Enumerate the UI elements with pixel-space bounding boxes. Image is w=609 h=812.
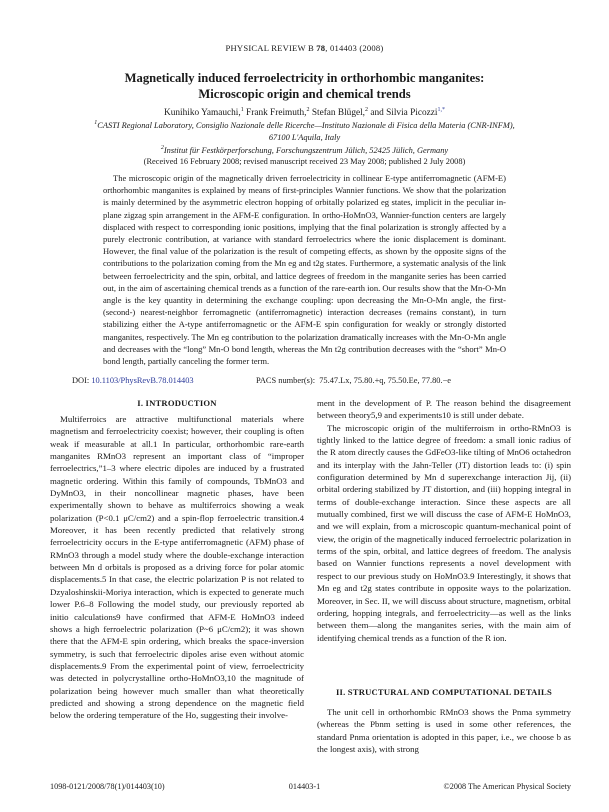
right-column-section-2	[317, 706, 571, 755]
footer-copyright: ©2008 The American Physical Society	[443, 782, 571, 791]
volume-number: 78	[316, 43, 326, 53]
pacs-label: PACS number(s):	[256, 376, 316, 385]
article-number-year: , 014403 (2008)	[325, 43, 384, 53]
intro-paragraph-continued: ment in the development of P. The reason behind the disagreement between theory5,9 and experiments10 is still under debate.	[317, 398, 571, 421]
author-name: Frank Freimuth,	[246, 108, 307, 118]
affiliation-location: 67100 L'Aquila, Italy	[268, 133, 341, 142]
pacs-value: 75.47.Lx, 75.80.+q, 75.50.Ee, 77.80.−e	[319, 376, 452, 385]
corresponding-author-link[interactable]: 1,*	[437, 106, 445, 113]
right-column	[317, 397, 571, 644]
affiliation-marker: 1	[240, 106, 244, 113]
title-line-1: Magnetically induced ferroelectricity in orthorhombic manganites:	[124, 71, 485, 85]
affiliation-text: Institut für Festkörperforschung, Forschungszentrum Jülich, 52425 Jülich, Germany	[163, 146, 449, 155]
left-column	[50, 413, 304, 722]
affiliation-marker: 2	[306, 106, 310, 113]
abstract-text: The microscopic origin of the magnetically driven ferroelectricity in collinear E-type antiferromagnetic (AFM-E) orthorhombic manganites is explained by means of first-principles Wannier functions. We show that the polarization is mainly determined by the asymmetric electron hopping of orbitally polarized eg states, implicit in the peculiar in-plane zigzag spin arrangement in the AFM-E configuration. In ortho-HoMnO3, Wannier-function centers are largely displaced with respect to corresponding ionic positions, implying that the final polarization is strongly affected by a purely electronic contribution, at variance with standard ferroelectrics where the ionic displacement is dominant. However, the final value of the polarization is the result of competing effects, as shown by the opposite signs of the contributions to the polarization coming from the Mn eg and t2g states. Furthermore, a systematic analysis of the link between ferroelectricity and the spin, orbital, and lattice degrees of freedom in the manganite series has been carried out, in the aim of ascertaining chemical trends as a function of the rare-earth ion. Our results show that the Mn-O-Mn angle is the key quantity in determining the exchange coupling: upon decreasing the Mn-O-Mn angle, the first- (second-) nearest-neighbor ferromagnetic (antiferromagnetic) interaction decreases (remains constant), in turn stabilizing either the A-type antiferromagnetic or the AFM-E spin configuration for weakly or strongly distorted manganites, respectively. The Mn eg contribution to the polarization dramatically increases with the Mn-O-Mn angle and decreases with the “long” Mn-O bond length, whereas the Mn t2g contribution decreases with the “short” Mn-O bond length, partially canceling the former term.	[103, 173, 506, 367]
author-name: Stefan Blügel,	[311, 108, 366, 118]
received-dates: (Received 16 February 2008; revised manuscript received 23 May 2008; published 2 July 2008)	[143, 157, 466, 166]
footer-issn: 1098-0121/2008/78(1)/014403(10)	[50, 782, 165, 791]
affiliation-text: CASTI Regional Laboratory, Consiglio Nazionale delle Ricerche—Instituto Nazionale di Fisica della Materia (CNR-INFM),	[97, 121, 515, 130]
journal-name: PHYSICAL REVIEW B	[225, 43, 314, 53]
doi-link[interactable]: 10.1103/PhysRevB.78.014403	[91, 376, 194, 385]
affiliation-2	[0, 145, 609, 157]
intro-paragraph-2: The microscopic origin of the multiferroism in ortho-RMnO3 is tightly linked to the lattice degree of freedom: a small ionic radius of the R atom directly causes the GdFeO3-like tilting of MnO6 octahedron and its interplay with the Jahn-Teller (JT) distortion leads to: (i) spin configuration determined by Mn d superexchange interaction Jij, (ii) orbital ordering stabilized by JT distortion, and (iii) hopping integral in terms of double-exchange interaction. Since these aspects are all mutually combined, first we will discuss the case of AFM-E HoMnO3, and we will explain, from a microscopic quantum-mechanical point of view, the origin of the magnetically induced ferroelectric polarization in terms of the spin, orbital, and lattice degrees of freedom. The analysis based on Wannier functions represents a novel development with respect to our previous study on HoMnO3.9 Interestingly, it shows that Mn eg and t2g states contribute in opposite ways to the polarization. Moreover, in Sec. II, we will discuss about structure, magnetism, orbital ordering, hopping integrals, and ferroelectricity—as well as the links between them—along the manganites series, with the main aim of identifying chemical trends as a function of the R ion.	[317, 422, 571, 643]
structural-paragraph-1: The unit cell in orthorhombic RMnO3 shows the Pnma symmetry (whereas the Pbnm setting is used in some other references, the standard Pnma orientation is adopted in this paper, i.e., we choose b as the longest axis), with strong	[317, 707, 571, 755]
footer-page-number: 014403-1	[288, 782, 321, 791]
affiliation-number: 2	[160, 145, 164, 152]
author-name: and Silvia Picozzi	[370, 108, 438, 118]
paper-title	[0, 70, 609, 102]
abstract	[103, 172, 506, 367]
intro-paragraph-1: Multiferroics are attractive multifunctional materials where magnetism and ferroelectricity coexist; however, their coupling is often weak if measurable at all.1 In particular, orthorhombic rare-earth manganites RMnO3 represent an important class of “improper ferroelectrics,”1–3 where electric dipoles are induced by a frustrated magnetic ordering. Within this family of compounds, TbMnO3 and DyMnO3, in their noncollinear magnetic phases, have been experimentally shown to behave as multiferroics showing a weak polarization (P<0.1 μC/cm2) and a spin-flop ferroelectric transition.4 Moreover, it has been recently predicted that relatively strong ferroelectricity occurs in the E-type antiferromagnetic (AFM) phase of RMnO3 through a model study where the double-exchange interaction between Mn d orbitals is proposed as a driving force for polar atomic displacements.5 In that case, the electric polarization P is not related to Dzyaloshinskii-Moriya interaction, which is expected to generate much lower P.6–8 Following the model study, our previously reported ab initio calculations9 have confirmed that AFM-E HoMnO3 indeed shows a high ferroelectric polarization (P~6 μC/cm2); it was shown there that the AFM-E spin ordering, which breaks the space-inversion symmetry, is such that ferroelectric dipoles arise even without atomic displacements.9 From the experimental point of view, ferroelectricity was detected in polycrystalline ortho-HoMnO3,10 the magnitude of polarization being however much smaller than what theoretically predicted and showing a strong dependence on the magnetic field below the ordering temperature of the Ho, suggesting their involve-	[50, 414, 304, 721]
author-list	[0, 108, 609, 118]
author-name: Kunihiko Yamauchi,	[164, 108, 241, 118]
pacs-numbers	[256, 376, 451, 385]
affiliation-1	[0, 120, 609, 144]
title-line-2: Microscopic origin and chemical trends	[198, 87, 411, 101]
doi-label: DOI:	[72, 376, 90, 385]
affiliation-number: 1	[94, 120, 98, 127]
affiliation-marker: 2	[365, 106, 369, 113]
running-head	[0, 43, 609, 53]
section-heading-structural: II. STRUCTURAL AND COMPUTATIONAL DETAILS	[336, 687, 552, 697]
doi-pacs-line	[72, 376, 542, 385]
section-heading-introduction: I. INTRODUCTION	[137, 398, 217, 408]
